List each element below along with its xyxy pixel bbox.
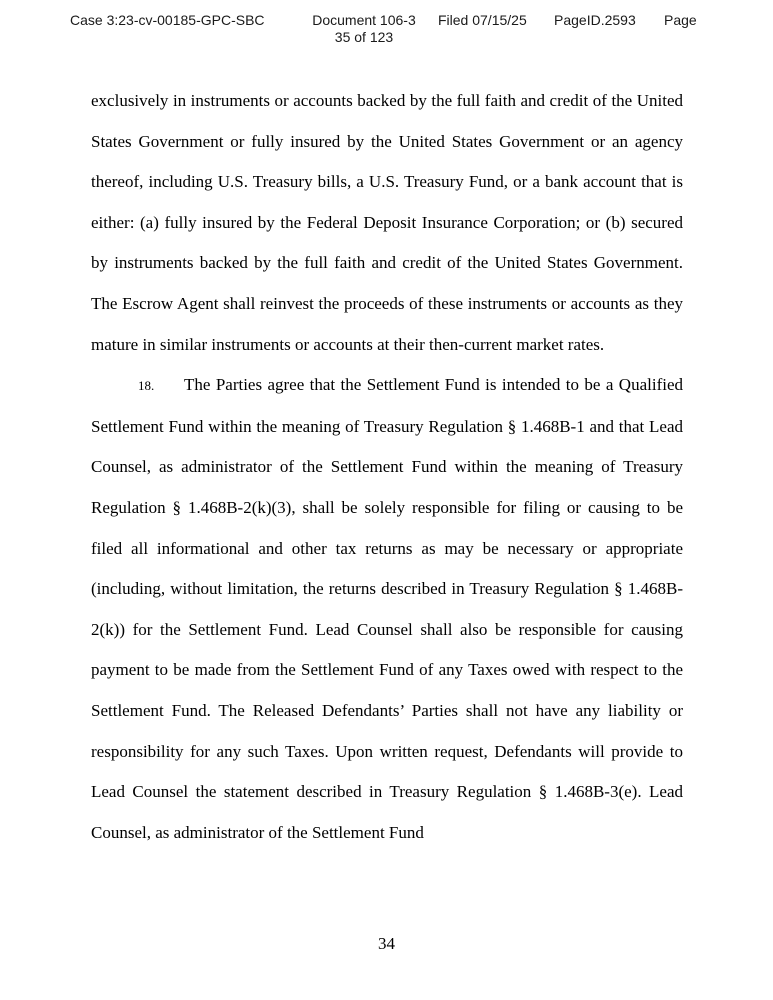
document-label: Document 106-3 bbox=[312, 12, 416, 28]
page-of-count: 35 of 123 bbox=[334, 29, 394, 45]
paragraph-18 bbox=[91, 365, 683, 853]
page-label: Page bbox=[664, 12, 697, 28]
continuation-paragraph: exclusively in instruments or accounts backed by the full faith and credit of the United States Government or fully insured by the United States Government or an agency thereof, including U.S. Treasury bills, a U.S. Treasury Fund, or a bank account that is either: (a) fully insured by the Federal Deposit Insurance Corporation; or (b) secured by instruments backed by the full faith and credit of the United States Government. The Escrow Agent shall reinvest the proceeds of these instruments or accounts as they mature in similar instruments or accounts at their then-current market rates. bbox=[91, 91, 683, 354]
document-body bbox=[91, 81, 683, 853]
paragraph-number: 18. bbox=[138, 378, 155, 394]
page-id: PageID.2593 bbox=[554, 12, 636, 28]
page-number: 34 bbox=[378, 934, 395, 953]
filed-date: Filed 07/15/25 bbox=[438, 12, 527, 28]
case-number: Case 3:23-cv-00185-GPC-SBC bbox=[70, 12, 265, 28]
document-number bbox=[302, 12, 426, 46]
paragraph-18-text: The Parties agree that the Settlement Fund is intended to be a Qualified Settlement Fund within the meaning of Treasury Regulation § 1.468B-1 and that Lead Counsel, as administrator of the Settlement Fund within the meaning of Treasury Regulation § 1.468B-2(k)(3), shall be solely responsible for filing or causing to be filed all informational and other tax returns as may be necessary or appropriate (including, without limitation, the returns described in Treasury Regulation § 1.468B-2(k)) for the Settlement Fund. Lead Counsel shall also be responsible for causing payment to be made from the Settlement Fund of any Taxes owed with respect to the Settlement Fund. The Released Defendants’ Parties shall not have any liability or responsibility for any such Taxes. Upon written request, Defendants will provide to Lead Counsel the statement described in Treasury Regulation § 1.468B-3(e). Lead Counsel, as administrator of the Settlement Fund bbox=[91, 375, 683, 842]
